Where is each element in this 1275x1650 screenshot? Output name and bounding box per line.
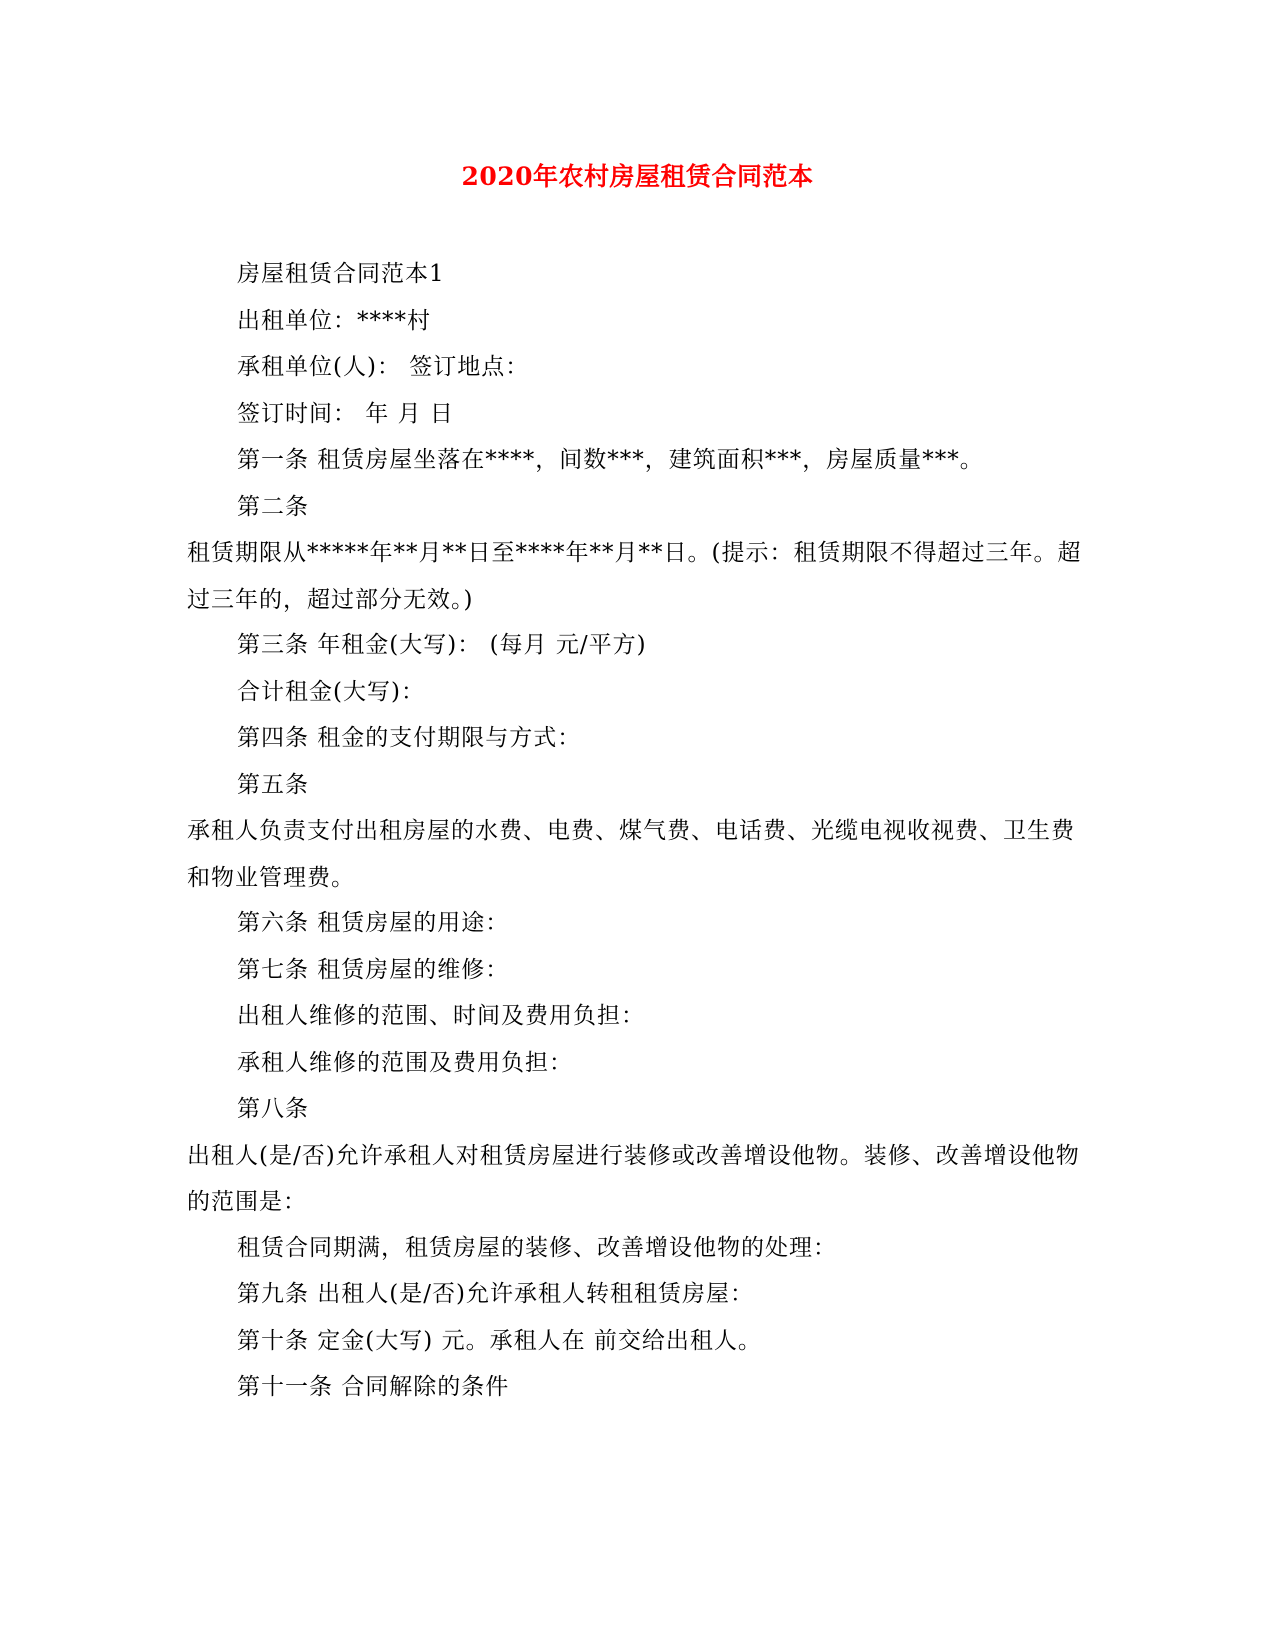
paragraph: 承租人维修的范围及费用负担：	[237, 1049, 573, 1076]
paragraph: 第五条	[237, 771, 309, 798]
paragraph: 第一条 租赁房屋坐落在****，间数***，建筑面积***，房屋质量***。	[237, 447, 984, 473]
paragraph: 第四条 租金的支付期限与方式：	[237, 725, 582, 751]
paragraph: 第二条	[237, 493, 309, 520]
paragraph: 房屋租赁合同范本1	[237, 261, 445, 287]
paragraph: 出租单位：****村	[237, 307, 431, 334]
paragraph-wrapped: 出租人(是/否)允许承租人对租赁房屋进行装修或改善增设他物。装修、改善增设他物的范围是：	[187, 1142, 1080, 1215]
paragraph: 出租人维修的范围、时间及费用负担：	[237, 1003, 645, 1029]
paragraph: 第三条 年租金(大写)： (每月 元/平方)	[237, 632, 647, 658]
paragraph: 承租单位(人)： 签订地点：	[237, 354, 530, 380]
paragraph: 第八条	[237, 1096, 309, 1122]
paragraph: 第九条 出租人(是/否)允许承租人转租租赁房屋：	[237, 1281, 755, 1307]
paragraph: 合计租金(大写)：	[237, 678, 425, 705]
paragraph: 第六条 租赁房屋的用途：	[237, 910, 510, 936]
paragraph-wrapped: 租赁期限从*****年**月**日至****年**月**日。(提示：租赁期限不得超过三年。超过三年的，超过部分无效。)	[187, 540, 1082, 613]
paragraph: 签订时间： 年 月 日	[237, 400, 454, 427]
paragraph: 第十一条 合同解除的条件	[237, 1374, 510, 1400]
paragraph: 租赁合同期满，租赁房屋的装修、改善增设他物的处理：	[237, 1234, 837, 1261]
paragraph: 第十条 定金(大写) 元。承租人在 前交给出租人。	[237, 1327, 762, 1354]
paragraph: 第七条 租赁房屋的维修：	[237, 956, 510, 983]
document-title: 2020年农村房屋租赁合同范本	[461, 162, 814, 191]
document-body	[187, 259, 1087, 1419]
paragraph-wrapped: 承租人负责支付出租房屋的水费、电费、煤气费、电话费、光缆电视收视费、卫生费和物业管理费。	[187, 818, 1075, 891]
